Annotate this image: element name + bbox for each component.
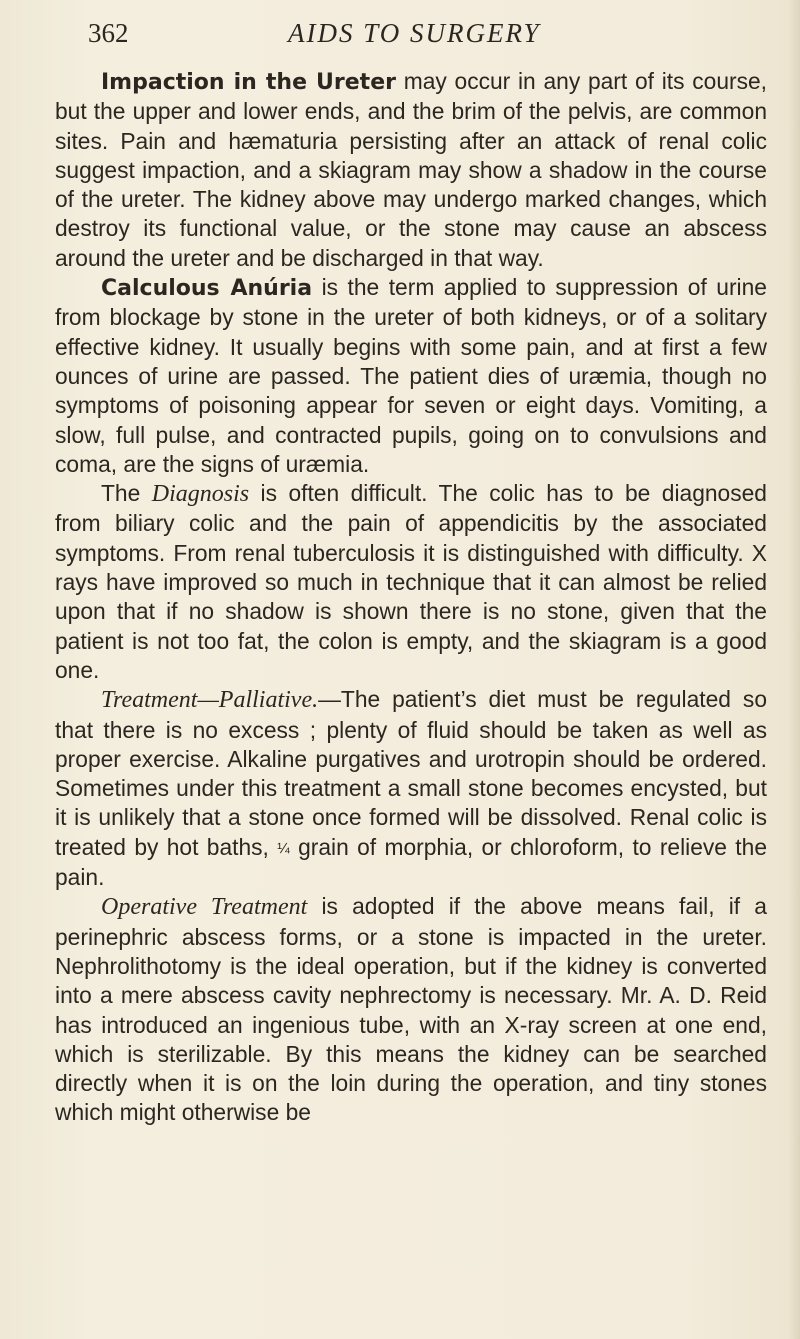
page-number: 362 — [88, 18, 129, 48]
paragraph-anuria — [55, 273, 767, 479]
text-palliative-a: —The patient’s diet must be regulated so that there is no excess ; plenty of fluid should be taken as well as proper exercise. Alkaline purgatives and urotropin should be ordered. Sometimes under this treatment a small stone becomes encysted, but it is unlikely that a stone once formed will be dissolved. Renal colic is treated by hot baths, — [55, 686, 767, 860]
heading-diagnosis: Diagnosis — [151, 481, 250, 508]
heading-operative: Operative Treatment — [101, 894, 308, 921]
running-head: AIDS TO SURGERY — [288, 18, 541, 48]
heading-palliative: Treatment—Palliative. — [101, 687, 319, 714]
text-palliative-b: grain of morphia, or chloroform, to relieve the pain. — [55, 833, 768, 891]
body-text — [55, 67, 767, 1128]
paragraph-palliative — [55, 685, 767, 892]
paragraph-operative — [55, 892, 767, 1127]
lead-diagnosis: The — [101, 480, 152, 507]
paragraph-impaction — [55, 67, 767, 273]
paragraph-diagnosis — [55, 479, 767, 685]
text-diagnosis: is often difficult. The colic has to be diagnosed from biliary colic and the pain of appendicitis by the associated symptoms. From renal tuberculosis it is distinguished with difficulty. X rays have improved so much in technique that it can almost be relied upon that if no shadow is shown there is no stone, given that the patient is not too fat, the colon is empty, and the skiagram is a good one. — [55, 480, 767, 683]
text-anuria: is the term applied to suppression of urine from blockage by stone in the ureter of both kidneys, or of a solitary effective kidney. It usually begins with some pain, and at first a few ounces of urine are passed. The patient dies of uræmia, though no symptoms of poisoning appear for seven or eight days. Vomiting, a slow, full pulse, and contracted pupils, going on to convulsions and coma, are the signs of uræmia. — [55, 274, 767, 477]
heading-impaction: Impaction in the Ureter — [101, 70, 396, 95]
fraction-quarter: ¼ — [277, 839, 290, 857]
page-header — [88, 14, 738, 54]
page-edge-shading — [788, 0, 800, 1339]
text-impaction: may occur in any part of its course, but the upper and lower ends, and the brim of the pelvis, are common sites. Pain and hæmaturia persisting after an attack of renal colic suggest impaction, and a skiagram may show a shadow in the course of the ureter. The kidney above may undergo marked changes, which destroy its functional value, or the stone may cause an abscess around the ureter and be discharged in that way. — [55, 68, 767, 271]
heading-anuria: Calculous Anúria — [101, 276, 313, 302]
text-operative: is adopted if the above means fail, if a perinephric abscess forms, or a stone is impacted in the ureter. Nephrolithotomy is the ideal operation, but if the kidney is converted into a mere abscess cavity nephrectomy is necessary. Mr. A. D. Reid has introduced an ingenious tube, with an X-ray screen at one end, which is sterilizable. By this means the kidney can be searched directly when it is on the loin during the operation, and tiny stones which might otherwise be — [55, 893, 767, 1126]
